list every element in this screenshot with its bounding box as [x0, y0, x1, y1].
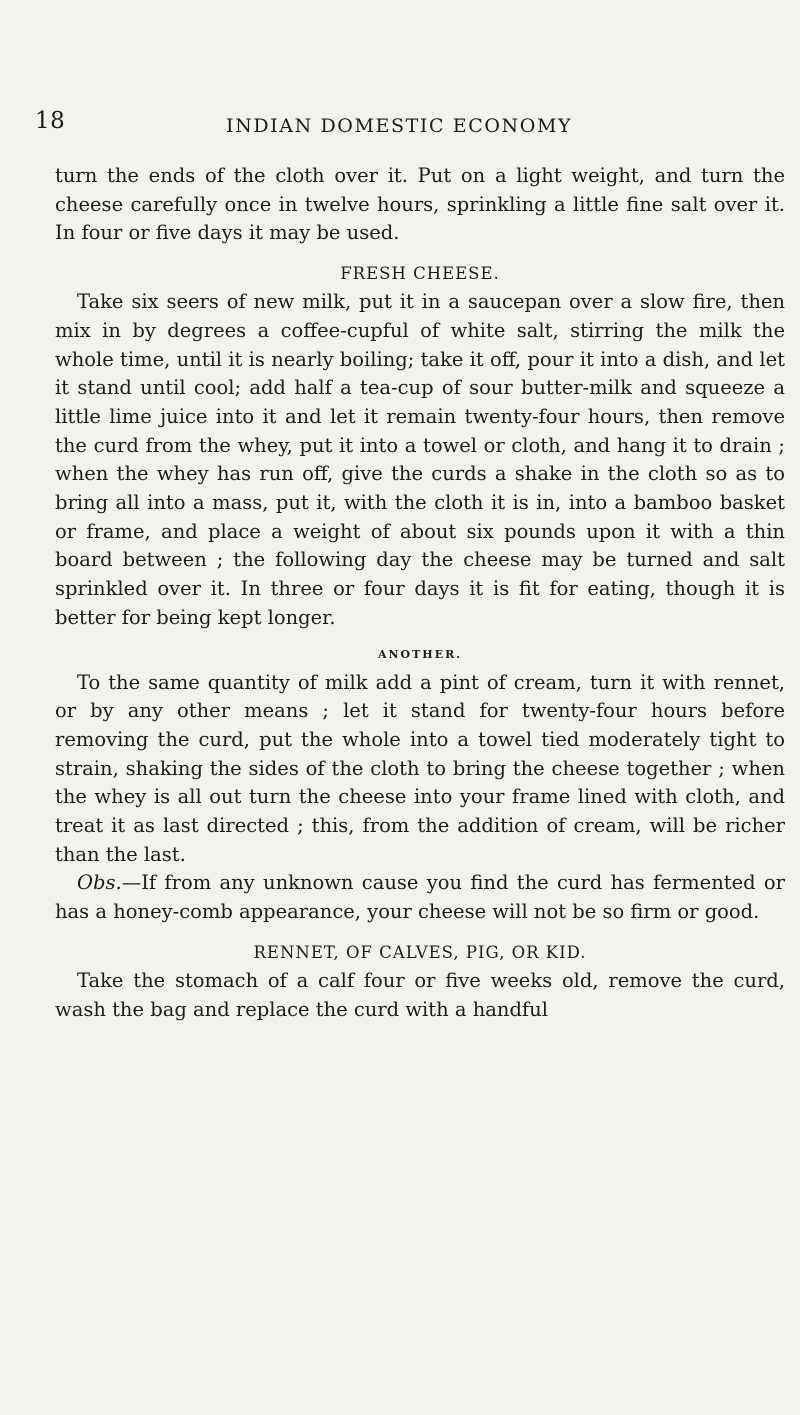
section-heading-fresh-cheese: FRESH CHEESE.	[340, 264, 500, 284]
section-heading-rennet: RENNET, OF CALVES, PIG, OR KID.	[253, 942, 587, 962]
page-body	[55, 162, 785, 1024]
rennet-paragraph: Take the stomach of a calf four or five weeks old, remove the curd, wash the bag and replace the curd with a handful	[55, 968, 785, 1021]
another-paragraph: To the same quantity of milk add a pint of cream, turn it with rennet, or by any other means ; let it stand for twenty-four hours before removing the curd, put the whole into a towel tied moderately tight to strain, shaking the sides of the cloth to bring the cheese together ; when the whey is all out turn the cheese into your frame lined with cloth, and treat it as last directed ; this, from the addition of cream, will be richer than the last.	[55, 670, 785, 866]
intro-paragraph: turn the ends of the cloth over it. Put on a light weight, and turn the cheese carefully once in twelve hours, sprinkling a little fine salt over it. In four or five days it may be used.	[55, 164, 785, 245]
running-title: INDIAN DOMESTIC ECONOMY	[226, 115, 573, 137]
page-number: 18	[35, 108, 66, 134]
section-heading-another: ANOTHER.	[377, 647, 463, 661]
obs-text: —If from any unknown cause you find the curd has fermented or has a honey-comb appearance, your cheese will not be so firm or good.	[55, 871, 785, 924]
obs-paragraph	[55, 869, 785, 926]
obs-label: Obs.	[77, 871, 122, 895]
fresh-cheese-paragraph: Take six seers of new milk, put it in a saucepan over a slow fire, then mix in by degrees a coffee-cupful of white salt, stirring the milk the whole time, until it is nearly boiling; take it off, pour it into a dish, and let it stand until cool; add half a tea-cup of sour butter-milk and squeeze a little lime juice into it and let it remain twenty-four hours, then remove the curd from the whey, put it into a towel or cloth, and hang it to drain ; when the whey has run off, give the curds a shake in the cloth so as to bring all into a mass, put it, with the cloth it is in, into a bamboo basket or frame, and place a weight of about six pounds upon it with a thin board between ; the following day the cheese may be turned and salt sprinkled over it. In three or four days it is fit for eating, though it is better for being kept longer.	[55, 290, 785, 629]
